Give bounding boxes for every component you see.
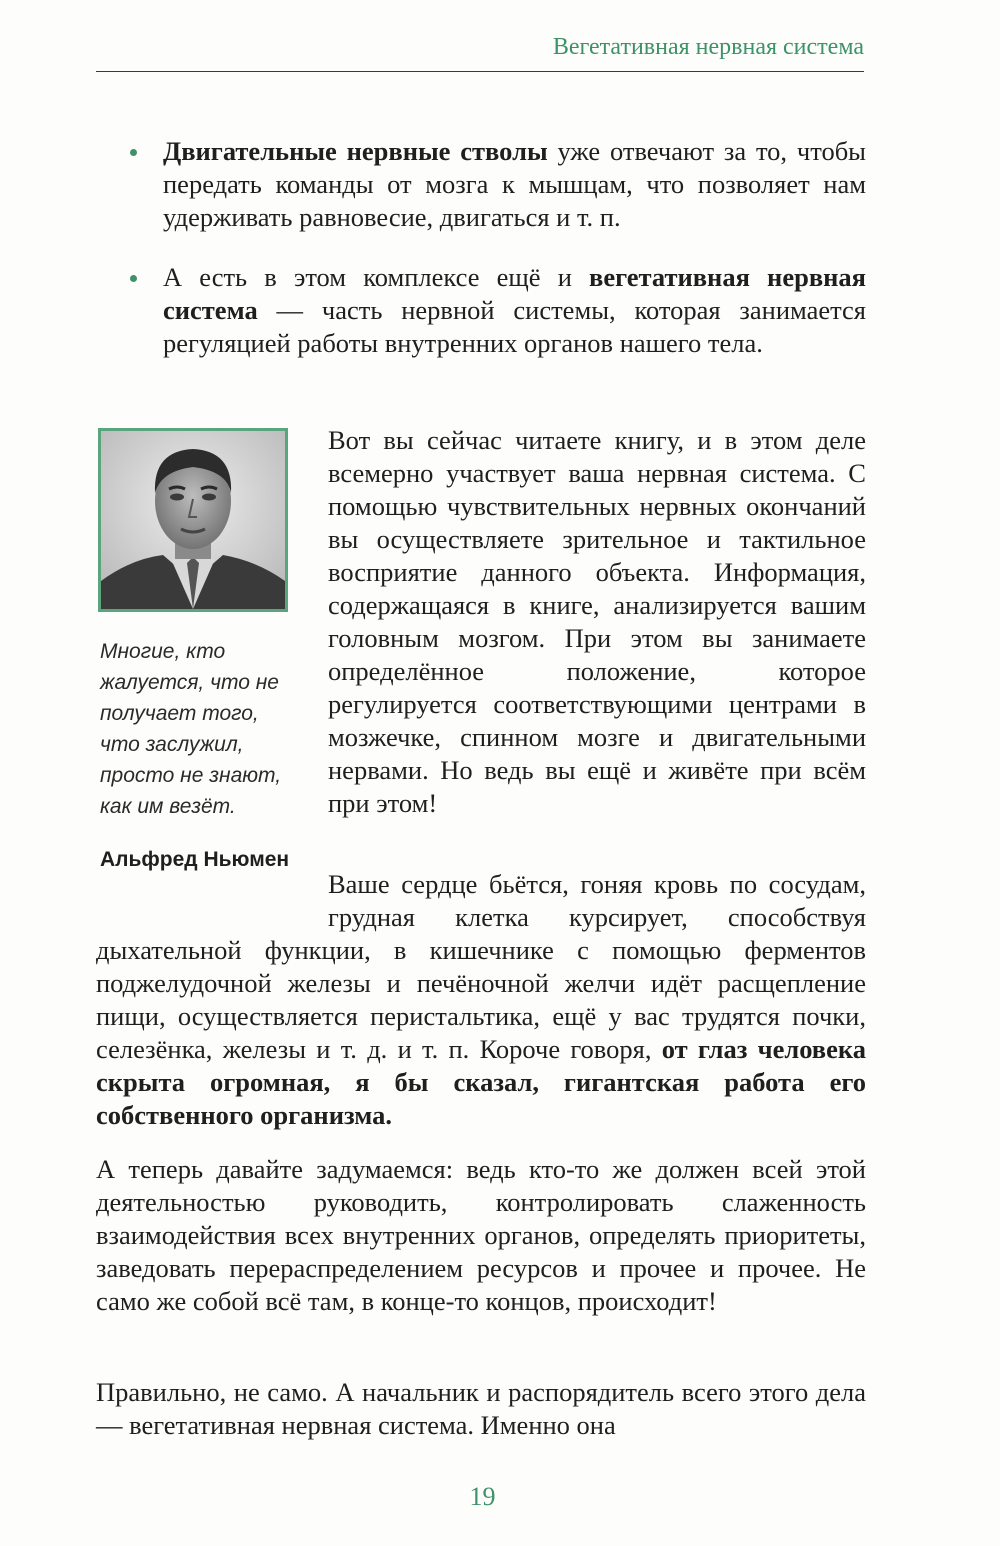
bullet-text-before: А есть в этом комплексе ещё и <box>163 262 590 292</box>
body-paragraph: А теперь давайте задумаемся: ведь кто-то же должен всей этой деятельностью руководить, контролировать слаженность взаимодействия всех внутренних органов, определять приоритеты, заведовать перераспределением ресурсов и прочее и прочее. Не само же собой всё там, в конце-то концов, происходит! <box>96 1154 866 1316</box>
bullet-item <box>120 261 866 360</box>
epigraph-author: Альфред Ньюмен <box>100 848 290 871</box>
body-paragraph: Правильно, не само. А начальник и распорядитель всего этого дела — вегетативная нервная система. Именно она <box>96 1377 866 1440</box>
paragraph-text: Ваше сердце бьётся, гоняя кровь по сосудам, грудная клетка курсирует, способствуя дыхательной функции, в кишечнике с помощью ферментов поджелудочной железы и печёночной желчи идёт расщепление пищи, осуществляется перистальтика, ещё у вас трудятся почки, селезёнка, железы и т. д. и т. п. Короче говоря, <box>96 869 866 1064</box>
bullet-text: уже отвечают за то, чтобы передать команды от мозга к мышцам, что позволяет нам удерживать равновесие, двигаться и т. п. <box>163 136 866 232</box>
author-portrait <box>98 428 288 612</box>
bullet-dot-icon <box>130 149 137 156</box>
wrap-spacer <box>96 868 328 934</box>
body-paragraph: Вот вы сейчас читаете книгу, и в этом деле всемерно участвует ваша нервная система. С помощью чувствительных нервных окончаний вы осуществляете зрительное и тактильное восприятие данного объекта. Информация, содержащаяся в книге, анализируется вашим головным мозгом. При этом вы занимаете определённое положение, которое регулируется соответствующими центрами в мозжечке, спинном мозге и двигательными нервами. Но ведь вы ещё и живёте при всём при этом! <box>328 425 866 818</box>
paragraph-bold-text: от глаз человека скрыта огромная, я бы сказал, гигантская работа его собственного организма. <box>96 1034 866 1130</box>
portrait-photo-icon <box>101 431 285 609</box>
page-number: 19 <box>469 1482 496 1511</box>
bullet-bold-term: вегетативная нервная система <box>163 262 866 325</box>
bullet-dot-icon <box>130 275 137 282</box>
bullet-bold-term: Двигательные нервные стволы <box>163 136 548 166</box>
body-paragraph <box>96 868 866 1132</box>
bullet-item <box>120 135 866 234</box>
epigraph-quote: Многие, кто жалуется, что не получает того, что заслужил, просто не знают, как им везёт. <box>100 640 282 818</box>
running-head: Вегетативная нервная система <box>552 34 864 60</box>
bullet-list <box>120 135 866 387</box>
header-rule <box>96 71 864 72</box>
bullet-text-after: — часть нервной системы, которая занимается регуляцией работы внутренних органов нашего тела. <box>163 295 866 358</box>
